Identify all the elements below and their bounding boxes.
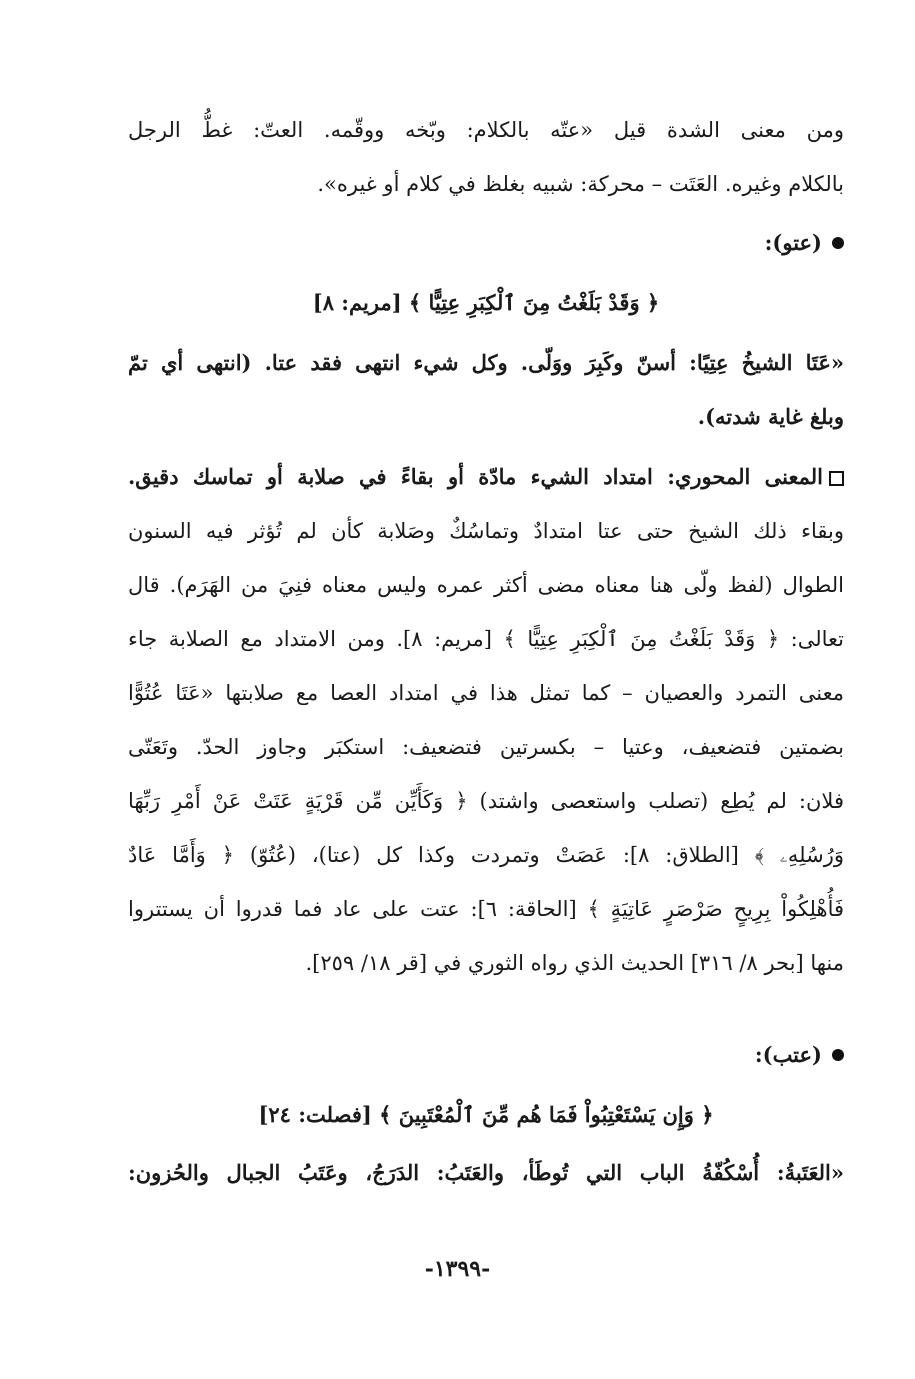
text-line: «عَتَا الشيخُ عِتِيًا: أسنّ وكَبِرَ ووَلّى. وكل شيء انتهى فقد عتا. (انتهى أي تمّ (128, 350, 844, 375)
text-line: تعالى: ﴿ وَقَدْ بَلَغْتُ مِنَ ٱلْكِبَرِ عِتِيًّا ﴾ [مريم: ٨]. ومن الامتداد مع الصلابة جاء (128, 627, 844, 651)
intro-paragraph (128, 103, 844, 211)
text-line: منها [بحر ٨/ ٣١٦] الحديث الذي رواه الثوري في [قر ١٨/ ٢٥٩]. (305, 951, 844, 975)
bullet-icon (832, 1049, 844, 1061)
quran-verse: ﴿ وَقَدْ بَلَغْتُ مِنَ ٱلْكِبَرِ عِتِيًّا ﴾ [مريم: ٨] (312, 290, 660, 315)
definition-atw (128, 336, 844, 444)
verse-atb (128, 1088, 844, 1142)
text-line: فلان: لم يُطِع (تصلب واستعصى واشتد) ﴿ وَكَأَيِّن مِّن قَرْيَةٍ عَتَتْ عَنْ أَمْرِ رَبِّهَا (128, 789, 844, 813)
entry-heading-label: (عتب): (754, 1042, 822, 1067)
text-line: فَأُهْلِكُواْ بِرِيحٍ صَرْصَرٍ عَاتِيَةٍ ﴾ [الحاقة: ٦]: عتت على عاد فما قدروا أن يستتروا (128, 897, 844, 921)
page-number: -١٣٩٩- (424, 1256, 491, 1282)
text-line: الطوال (لفظ ولّى هنا معناه مضى أكثر عمره وليس معناه فنِيَ من الهَرَم). قال (128, 573, 844, 597)
text-line: بالكلام وغيره. العَتَت – محركة: شبيه بغلظ في كلام أو غيره». (317, 172, 844, 196)
text-line: وَرُسُلِهِۦ ﴾ [الطلاق: ٨]: عَصَتْ وتمردت وكذا كل (عتا)، (عُتُوّ) ﴿ وَأَمَّا عَادٌ (128, 843, 844, 867)
text-line: ومن معنى الشدة قيل «عتّه بالكلام: وبّخه ووقّمه. العتّ: غطُّ الرجل (128, 118, 844, 142)
square-box-icon (829, 471, 844, 486)
bullet-icon (832, 237, 844, 249)
core-meaning-section (128, 450, 844, 990)
text-line: معنى التمرد والعصيان – كما تمثل هذا في امتداد العصا مع صلابتها «عَتَا عُتُوًّا (128, 681, 844, 705)
text-line: بضمتين فتضعيف، وعتيا – بكسرتين فتضعيف: استكبَر وجاوز الحدّ. وتَعَتّى (128, 735, 844, 759)
entry-heading-atw (128, 216, 844, 270)
text-line: وبقاء ذلك الشيخ حتى عتا امتدادٌ وتماسُكٌ وصَلابة كأن لم تُؤثر فيه السنون (128, 519, 844, 543)
definition-atb (128, 1146, 844, 1200)
text-line: وبلغ غاية شدته). (697, 404, 844, 429)
verse-atw (128, 276, 844, 330)
core-meaning-statement: المعنى المحوري: امتداد الشيء مادّة أو بقاءً في صلابة أو تماسك دقيق. (128, 464, 823, 489)
entry-heading-label: (عتو): (764, 230, 822, 255)
entry-heading-atb (128, 1028, 844, 1082)
text-line: «العَتَبةُ: أُسْكُفّةُ الباب التي تُوطَأ، والعَتَبُ: الدَرَجُ، وعَتَبُ الجبال والحُزون: (128, 1160, 844, 1185)
quran-verse: ﴿ وَإِن يَسْتَعْتِبُواْ فَمَا هُم مِّنَ ٱلْمُعْتَبِينَ ﴾ [فصلت: ٢٤] (258, 1102, 714, 1127)
